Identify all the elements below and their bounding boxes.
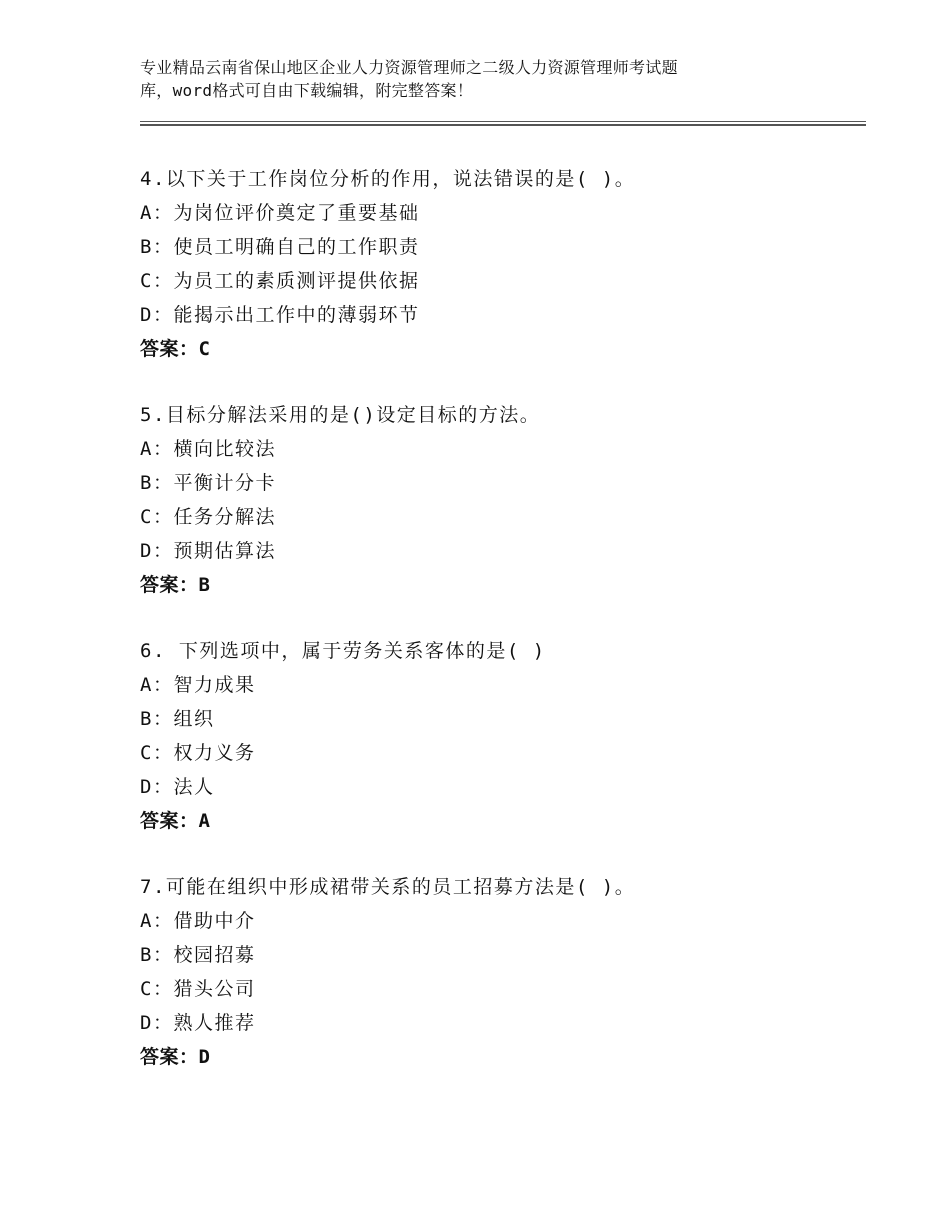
option-b: B：校园招募 (140, 944, 256, 966)
option-a: A：智力成果 (140, 674, 256, 696)
question-6 (140, 634, 860, 838)
question-stem: 7.可能在组织中形成裙带关系的员工招募方法是( )。 (140, 876, 636, 898)
answer-line: 答案：B (140, 574, 211, 596)
answer-line: 答案：C (140, 338, 211, 360)
question-5 (140, 398, 860, 602)
question-4 (140, 162, 860, 366)
option-b: B：组织 (140, 708, 215, 730)
option-b: B：使员工明确自己的工作职责 (140, 236, 420, 258)
option-a: A：横向比较法 (140, 438, 276, 460)
option-c: C：权力义务 (140, 742, 256, 764)
header-divider (140, 121, 866, 126)
question-stem: 5.目标分解法采用的是()设定目标的方法。 (140, 404, 541, 426)
option-c: C：猎头公司 (140, 978, 256, 1000)
answer-line: 答案：A (140, 810, 211, 832)
answer-line: 答案：D (140, 1046, 211, 1068)
question-stem: 6. 下列选项中，属于劳务关系客体的是( ) (140, 640, 546, 662)
question-7 (140, 870, 860, 1074)
option-d: D：能揭示出工作中的薄弱环节 (140, 304, 420, 326)
option-b: B：平衡计分卡 (140, 472, 276, 494)
question-stem: 4.以下关于工作岗位分析的作用，说法错误的是( )。 (140, 168, 636, 190)
option-a: A：借助中介 (140, 910, 256, 932)
option-c: C：任务分解法 (140, 506, 276, 528)
option-a: A：为岗位评价奠定了重要基础 (140, 202, 420, 224)
option-c: C：为员工的素质测评提供依据 (140, 270, 420, 292)
header-title-line-2: 库，word格式可自由下载编辑，附完整答案！ (140, 81, 474, 100)
document-header (140, 56, 780, 102)
option-d: D：熟人推荐 (140, 1012, 256, 1034)
question-list (140, 162, 860, 1106)
header-title-line-1: 专业精品云南省保山地区企业人力资源管理师之二级人力资源管理师考试题 (140, 58, 678, 77)
option-d: D：预期估算法 (140, 540, 276, 562)
option-d: D：法人 (140, 776, 215, 798)
